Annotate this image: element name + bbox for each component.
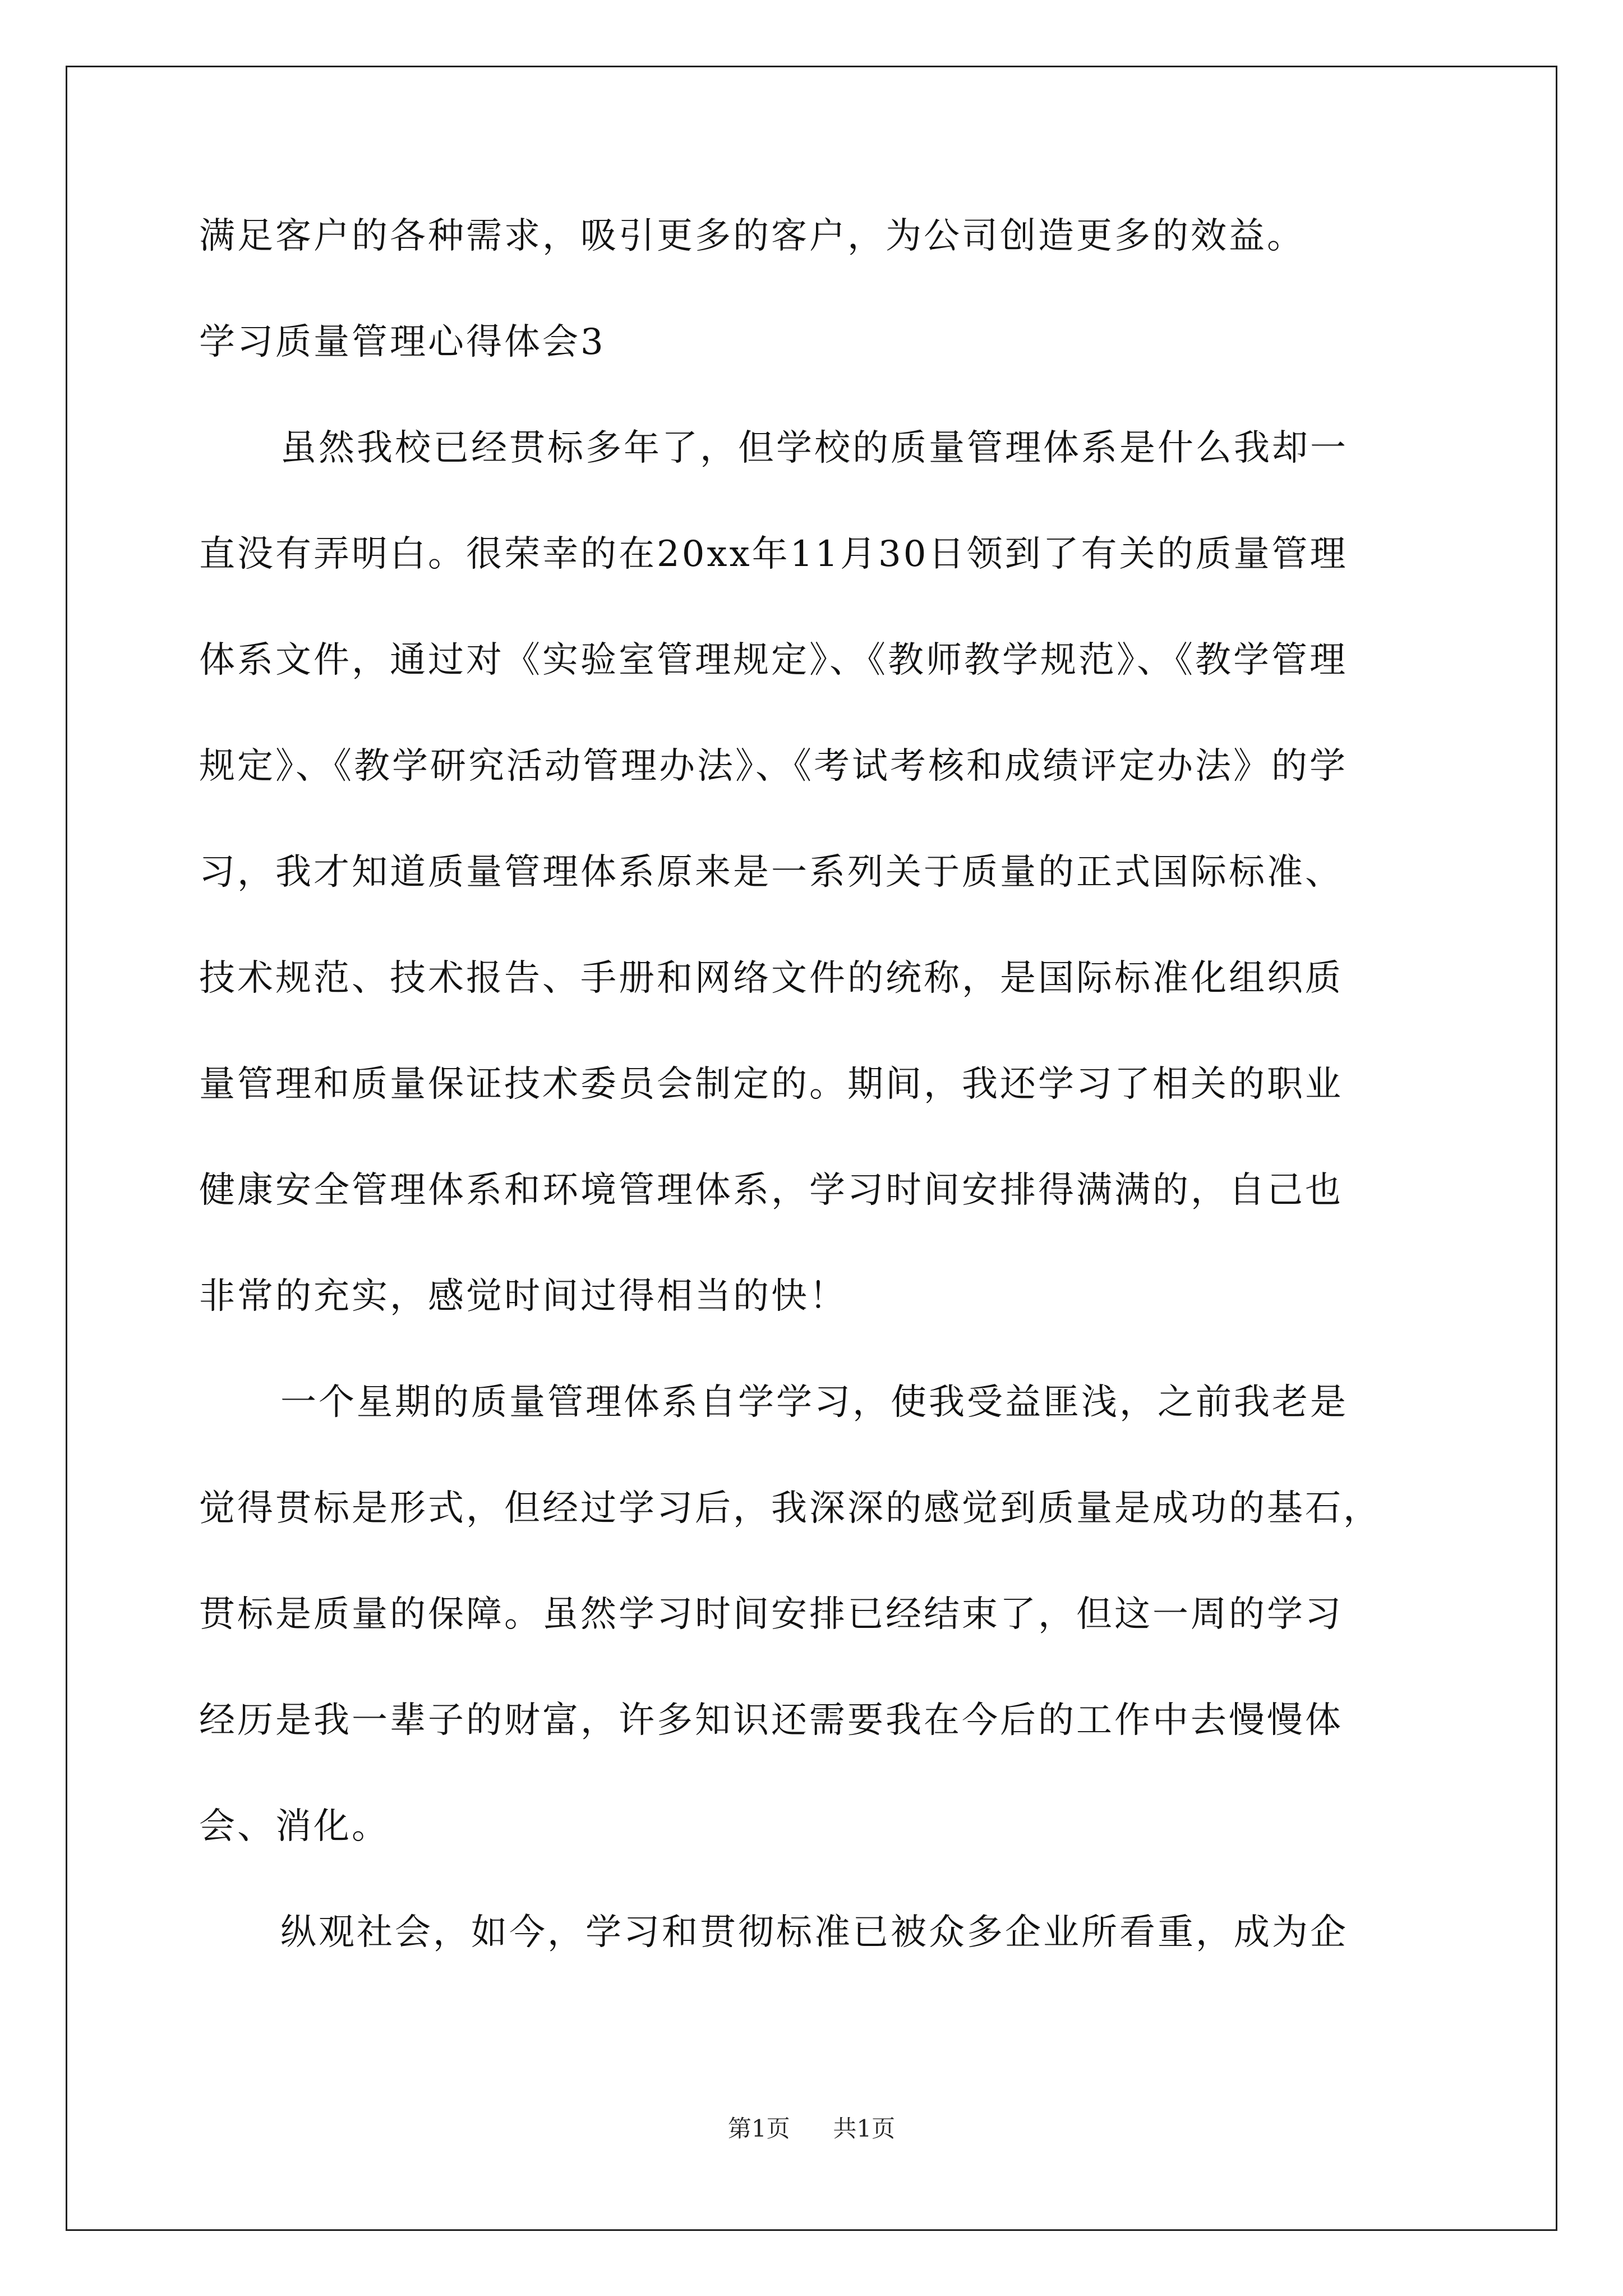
paragraph-line: 觉得贯标是形式，但经过学习后，我深深的感觉到质量是成功的基石， — [199, 1488, 1381, 1529]
paragraph-line: 经历是我一辈子的财富，许多知识还需要我在今后的工作中去慢慢体 — [199, 1700, 1343, 1741]
paragraph-line: 规定》、《教学研究活动管理办法》、《考试考核和成绩评定办法》的学 — [199, 746, 1348, 787]
paragraph-line: 技术规范、技术报告、手册和网络文件的统称，是国际标准化组织质 — [199, 958, 1343, 999]
paragraph-line: 非常的充实，感觉时间过得相当的快！ — [199, 1276, 847, 1317]
paragraph-line: 纵观社会，如今，学习和贯彻标准已被众多企业所看重，成为企 — [280, 1912, 1348, 1953]
page-footer — [0, 2115, 1623, 2143]
paragraph-line: 健康安全管理体系和环境管理体系，学习时间安排得满满的，自己也 — [199, 1170, 1343, 1211]
paragraph-line: 虽然我校已经贯标多年了，但学校的质量管理体系是什么我却一 — [280, 427, 1348, 469]
page-number: 第1页 — [727, 2115, 790, 2142]
paragraph-line: 直没有弄明白。很荣幸的在20xx年11月30日领到了有关的质量管理 — [199, 533, 1348, 575]
page-total: 共1页 — [833, 2115, 896, 2142]
paragraph-line: 习，我才知道质量管理体系原来是一系列关于质量的正式国际标准、 — [199, 852, 1343, 893]
paragraph-line: 会、消化。 — [199, 1806, 390, 1847]
paragraph-line: 量管理和质量保证技术委员会制定的。期间，我还学习了相关的职业 — [199, 1064, 1343, 1105]
section-heading: 学习质量管理心得体会3 — [199, 321, 606, 363]
paragraph-line: 满足客户的各种需求，吸引更多的客户，为公司创造更多的效益。 — [199, 215, 1305, 257]
paragraph-line: 一个星期的质量管理体系自学学习，使我受益匪浅，之前我老是 — [280, 1382, 1348, 1423]
paragraph-line: 贯标是质量的保障。虽然学习时间安排已经结束了，但这一周的学习 — [199, 1594, 1343, 1635]
paragraph-line: 体系文件，通过对《实验室管理规定》、《教师教学规范》、《教学管理 — [199, 639, 1348, 681]
document-body — [199, 216, 1422, 2018]
